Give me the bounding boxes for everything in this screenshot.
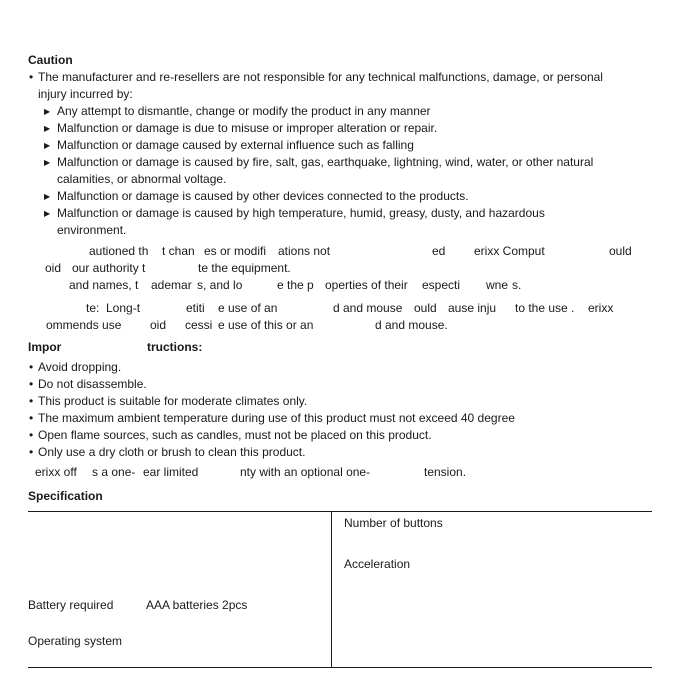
text-fragment: d and mouse bbox=[333, 301, 403, 315]
text-fragment: especti bbox=[422, 278, 461, 292]
warranty-fragment: erixx off bbox=[35, 465, 77, 479]
text-fragment: e use of this or an bbox=[218, 318, 314, 332]
important-item: • Open flame sources, such as candles, must not be placed on this product. bbox=[38, 428, 432, 443]
important-item: • The maximum ambient temperature during use of this product must not exceed 40 degree bbox=[38, 411, 515, 426]
text-fragment: operties of their bbox=[325, 278, 408, 292]
text-fragment: Long-t bbox=[106, 301, 141, 315]
text-fragment: t chan bbox=[162, 244, 195, 258]
arrow-bullet-icon: ▶ bbox=[44, 124, 51, 133]
arrow-bullet-icon: ▶ bbox=[44, 107, 51, 116]
important-item: • Do not disassemble. bbox=[38, 377, 147, 392]
warranty-fragment: nty with an optional one- bbox=[240, 465, 371, 479]
spec-value: AAA batteries 2pcs bbox=[146, 598, 248, 612]
text-fragment: ould bbox=[414, 301, 437, 315]
caution-item-cont: environment. bbox=[57, 223, 127, 237]
important-item: • Only use a dry cloth or brush to clean this product. bbox=[38, 445, 305, 460]
spec-label: Number of buttons bbox=[344, 516, 443, 530]
important-heading-right: tructions: bbox=[147, 340, 203, 354]
caution-heading: Caution bbox=[28, 53, 73, 67]
arrow-bullet-icon: ▶ bbox=[44, 209, 51, 218]
arrow-bullet-icon: ▶ bbox=[44, 141, 51, 150]
important-heading-left: Impor bbox=[28, 340, 62, 354]
text-fragment: oid bbox=[45, 261, 62, 275]
arrow-bullet-icon: ▶ bbox=[44, 192, 51, 201]
important-item: • Avoid dropping. bbox=[38, 360, 121, 375]
text-fragment: cessi bbox=[185, 318, 213, 332]
caution-item: Malfunction or damage is due to misuse or improper alteration or repair. bbox=[57, 121, 438, 135]
warranty-fragment: tension. bbox=[424, 465, 467, 479]
arrow-bullet-icon: ▶ bbox=[44, 158, 51, 167]
caution-intro-cont: injury incurred by: bbox=[38, 87, 133, 101]
text-fragment: autioned th bbox=[89, 244, 149, 258]
text-fragment: erixx bbox=[588, 301, 614, 315]
text-fragment: te: bbox=[86, 301, 100, 315]
text-fragment: ould bbox=[609, 244, 632, 258]
spec-table-top-border bbox=[28, 511, 652, 512]
specification-heading: Specification bbox=[28, 489, 103, 503]
text-fragment: and names, t bbox=[69, 278, 139, 292]
text-fragment: oid bbox=[150, 318, 167, 332]
text-fragment: ed bbox=[432, 244, 446, 258]
spec-label: Battery required bbox=[28, 598, 114, 612]
text-fragment: s. bbox=[512, 278, 522, 292]
caution-item: Malfunction or damage is caused by other devices connected to the products. bbox=[57, 189, 469, 203]
caution-item: Malfunction or damage is caused by fire, salt, gas, earthquake, lightning, wind, water, or other natural bbox=[57, 155, 594, 169]
caution-item: Any attempt to dismantle, change or modify the product in any manner bbox=[57, 104, 431, 118]
text-fragment: ause inju bbox=[448, 301, 497, 315]
important-item: • This product is suitable for moderate climates only. bbox=[38, 394, 307, 409]
text-fragment: ademar bbox=[151, 278, 192, 292]
text-fragment: erixx Comput bbox=[474, 244, 545, 258]
text-fragment: wne bbox=[486, 278, 509, 292]
text-fragment: te the equipment. bbox=[198, 261, 291, 275]
warranty-fragment: s a one- bbox=[92, 465, 136, 479]
spec-label: Operating system bbox=[28, 634, 123, 648]
caution-intro: • The manufacturer and re-resellers are not responsible for any technical malfunctions, damage, or personal bbox=[38, 70, 603, 85]
text-fragment: es or modifi bbox=[204, 244, 267, 258]
caution-item-cont: calamities, or abnormal voltage. bbox=[57, 172, 227, 186]
spec-label: Acceleration bbox=[344, 557, 411, 571]
text-fragment: ommends use bbox=[46, 318, 122, 332]
text-fragment: to the use . bbox=[515, 301, 575, 315]
spec-table-divider bbox=[331, 511, 332, 668]
text-fragment: ations not bbox=[278, 244, 331, 258]
text-fragment: e use of an bbox=[218, 301, 278, 315]
text-fragment: our authority t bbox=[72, 261, 146, 275]
text-fragment: s, and lo bbox=[197, 278, 243, 292]
spec-table-bottom-border bbox=[28, 667, 652, 668]
caution-item: Malfunction or damage is caused by high temperature, humid, greasy, dusty, and hazardous bbox=[57, 206, 545, 220]
text-fragment: d and mouse. bbox=[375, 318, 448, 332]
text-fragment: e the p bbox=[277, 278, 314, 292]
caution-item: Malfunction or damage caused by external influence such as falling bbox=[57, 138, 414, 152]
warranty-fragment: ear limited bbox=[143, 465, 199, 479]
text-fragment: etiti bbox=[186, 301, 205, 315]
